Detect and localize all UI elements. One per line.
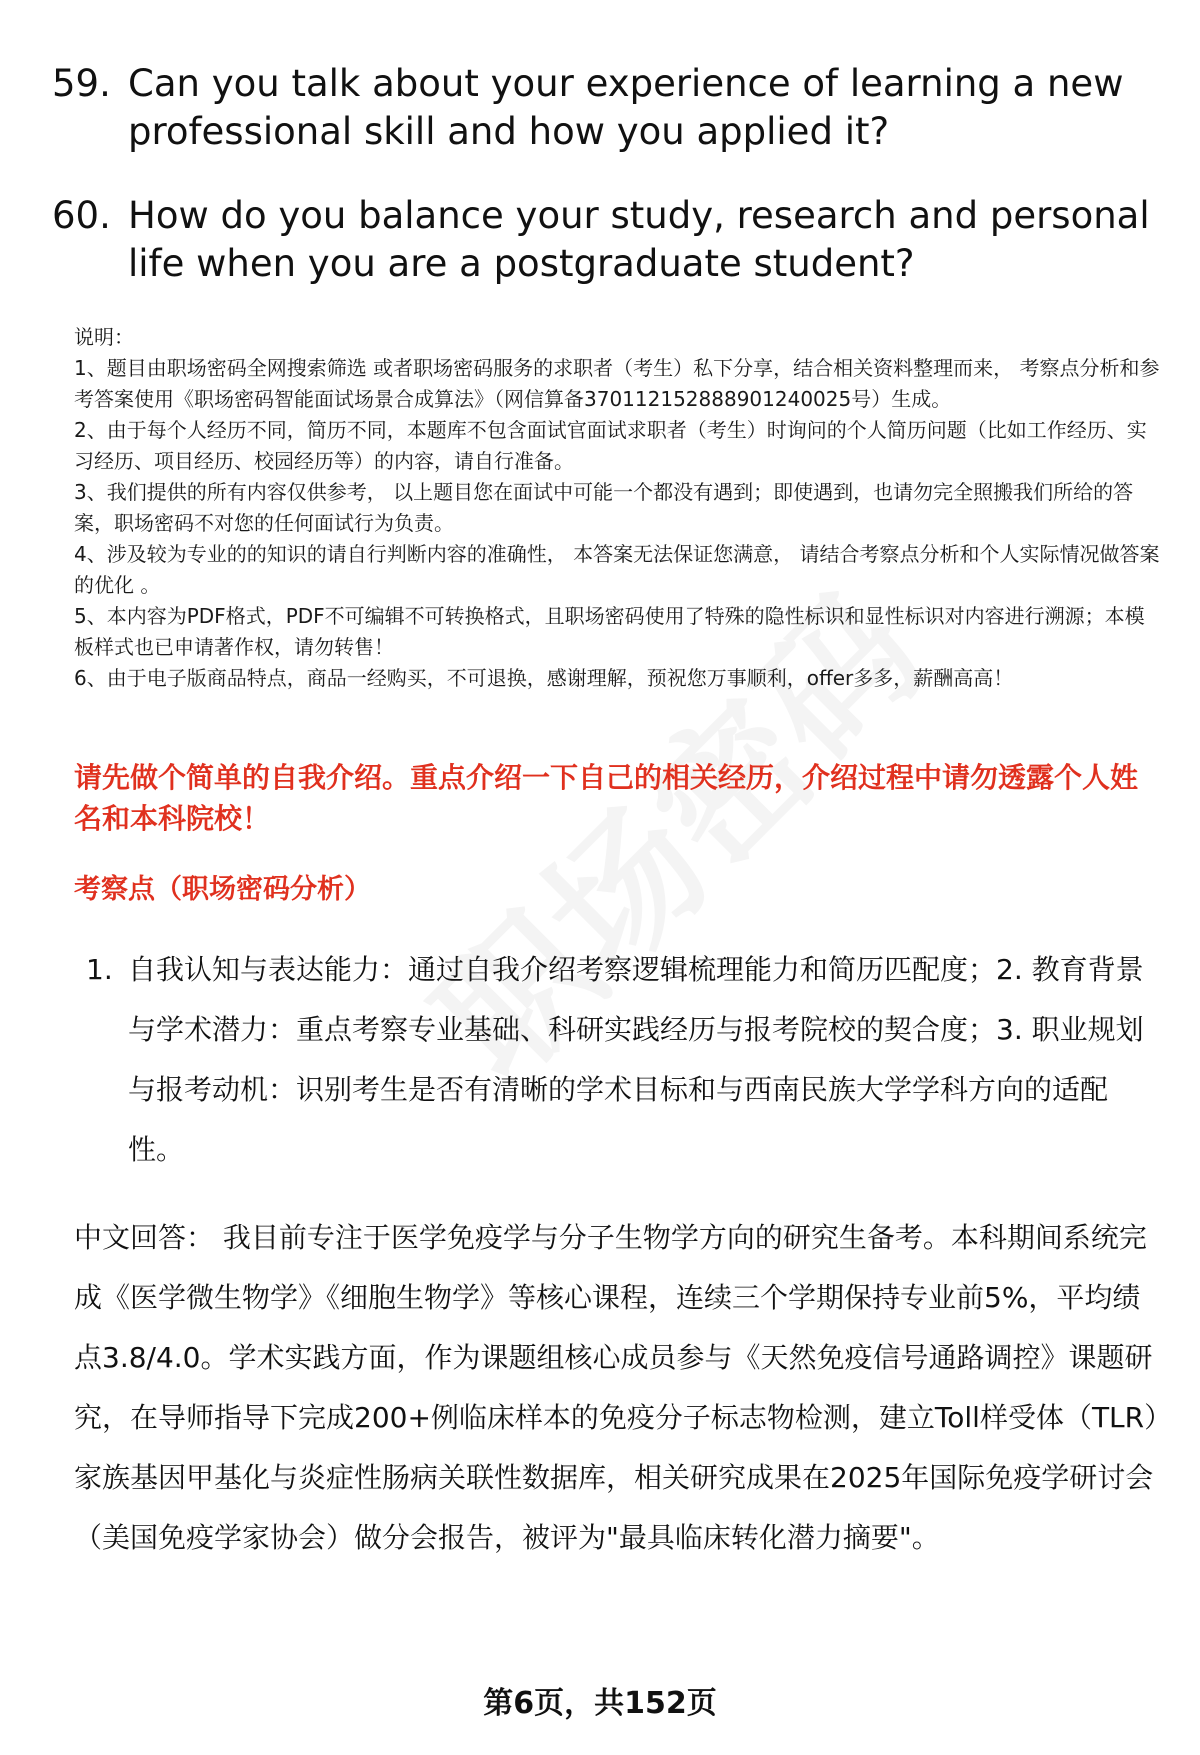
question-60 <box>52 192 1152 288</box>
question-text: Can you talk about your experience of learning a new professional skill and how you applied it? <box>128 62 1124 153</box>
notes-section <box>74 322 1164 694</box>
analysis-number: 1. <box>86 953 113 986</box>
analysis-heading: 考察点（职场密码分析） <box>74 874 371 905</box>
note-item: 5、本内容为PDF格式，PDF不可编辑不可转换格式，且职场密码使用了特殊的隐性标识和显性标识对内容进行溯源；本模板样式也已申请著作权，请勿转售！ <box>74 604 1145 659</box>
notes-heading: 说明： <box>74 325 134 349</box>
note-item: 2、由于每个人经历不同，简历不同，本题库不包含面试官面试求职者（考生）时询问的个人简历问题（比如工作经历、实习经历、项目经历、校园经历等）的内容，请自行准备。 <box>74 418 1147 473</box>
note-item: 6、由于电子版商品特点，商品一经购买，不可退换，感谢理解，预祝您万事顺利，offer多多，薪酬高高！ <box>74 666 1014 690</box>
note-item: 1、题目由职场密码全网搜索筛选 或者职场密码服务的求职者（考生）私下分享，结合相关资料整理而来， 考察点分析和参考答案使用《职场密码智能面试场景合成算法》（网信算备370112152888901240025号）生成。 <box>74 356 1160 411</box>
question-number: 59. <box>52 62 111 105</box>
question-number: 60. <box>52 194 111 237</box>
note-item: 4、涉及较为专业的的知识的请自行判断内容的准确性， 本答案无法保证您满意， 请结合考察点分析和个人实际情况做答案的优化 。 <box>74 542 1160 597</box>
interview-question-title: 请先做个简单的自我介绍。重点介绍一下自己的相关经历，介绍过程中请勿透露个人姓名和本科院校！ <box>74 761 1139 835</box>
answer-paragraph: 中文回答： 我目前专注于医学免疫学与分子生物学方向的研究生备考。本科期间系统完成《医学微生物学》《细胞生物学》等核心课程，连续三个学期保持专业前5%，平均绩点3.8/4.0。学术实践方面，作为课题组核心成员参与《天然免疫信号通路调控》课题研究，在导师指导下完成200+例临床样本的免疫分子标志物检测，建立Toll样受体（TLR）家族基因甲基化与炎症性肠病关联性数据库，相关研究成果在2025年国际免疫学研讨会（美国免疫学家协会）做分会报告，被评为"最具临床转化潜力摘要"。 <box>74 1221 1159 1554</box>
analysis-text: 自我认知与表达能力：通过自我介绍考察逻辑梳理能力和简历匹配度；2. 教育背景与学术潜力：重点考察专业基础、科研实践经历与报考院校的契合度；3. 职业规划与报考动机：识别考生是否有清晰的学术目标和与西南民族大学学科方向的适配性。 <box>128 953 1144 1166</box>
analysis-list-item <box>86 940 1156 1180</box>
question-text: How do you balance your study, research and personal life when you are a postgraduate student? <box>128 194 1150 285</box>
note-item: 3、我们提供的所有内容仅供参考， 以上题目您在面试中可能一个都没有遇到；即使遇到，也请勿完全照搬我们所给的答案，职场密码不对您的任何面试行为负责。 <box>74 480 1134 535</box>
page-number: 第6页，共152页 <box>483 1686 717 1721</box>
question-59 <box>52 60 1152 156</box>
